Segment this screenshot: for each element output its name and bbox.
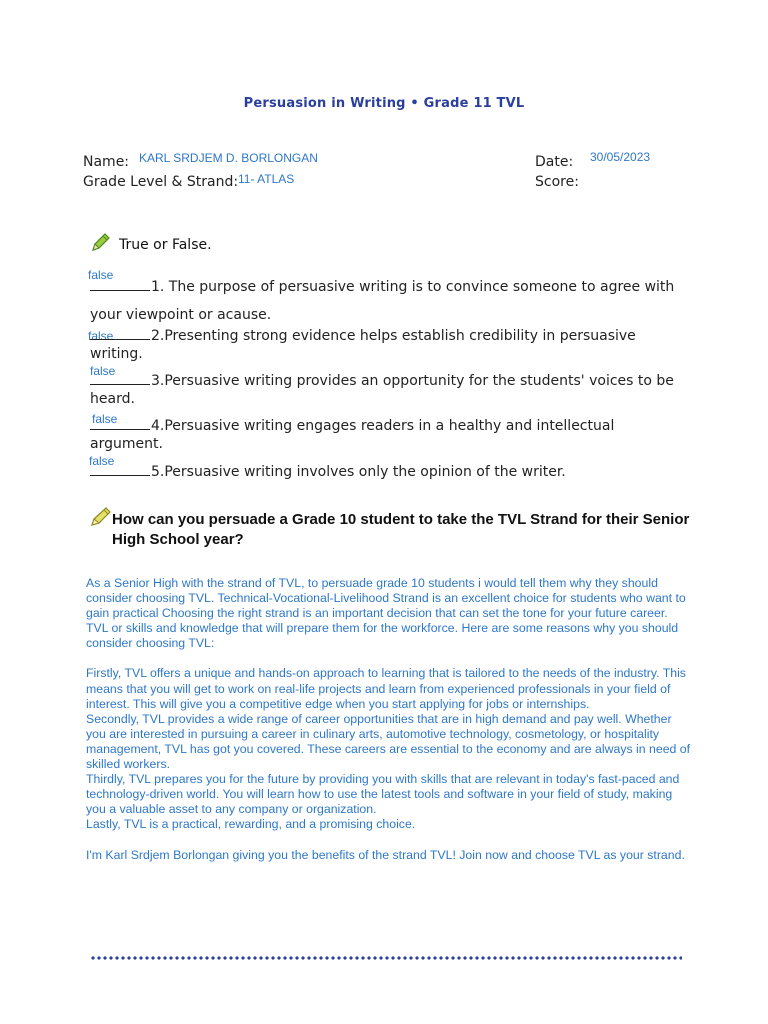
answer-5: false [89, 454, 115, 468]
page-title: Persuasion in Writing • Grade 11 TVL [243, 96, 525, 111]
question-2 [90, 326, 690, 363]
answer-blank [90, 416, 150, 430]
question-1-text: 1. The purpose of persuasive writing is to convince someone to agree with your viewpoint or acause. [90, 279, 675, 323]
answer-blank [90, 277, 150, 291]
essay-answer [86, 576, 692, 863]
essay-paragraph-third: Thirdly, TVL prepares you for the future by providing you with skills that are relevant in today's fast-paced and technology-driven world. You will learn how to use the latest tools and software in your field of study, making you a valuable asset to any company or organization. [86, 772, 680, 817]
essay-paragraph-last: Lastly, TVL is a practical, rewarding, and a promising choice. [86, 817, 416, 832]
answer-blank [90, 371, 150, 385]
answer-2: false [88, 329, 114, 343]
answer-blank [90, 462, 150, 476]
grade-value: 11- ATLAS [238, 172, 295, 186]
essay-paragraph-intro: As a Senior High with the strand of TVL, to persuade grade 10 students i would tell them why they should consider choosing TVL. Technical-Vocational-Livelihood Strand is an excellent choice for students who want to gain practical Choosing the right strand is an important decision that can set the tone for your future career. TVL or skills and knowledge that will prepare them for the workforce. Here are some reasons why you should consider choosing TVL: [86, 576, 686, 651]
score-label: Score: [535, 174, 579, 190]
essay-paragraph-second: Secondly, TVL provides a wide range of career opportunities that are in high demand and pay well. Whether you are interested in pursuing a career in culinary arts, automotive technology, cosmetology, or hospitality management, TVL has got you covered. These careers are essential to the economy and are always in need of skilled workers. [86, 711, 691, 772]
answer-1: false [88, 268, 114, 282]
true-false-heading: True or False. [119, 237, 212, 253]
essay-question: How can you persuade a Grade 10 student to take the TVL Strand for their Senior High School year? [112, 511, 690, 548]
date-label: Date: [535, 154, 574, 170]
dotted-divider [90, 955, 682, 961]
question-5-text: 5.Persuasive writing involves only the opinion of the writer. [151, 464, 566, 480]
question-3-text: 3.Persuasive writing provides an opportunity for the students' voices to be heard. [90, 373, 674, 407]
pencil-icon [89, 505, 113, 529]
essay-paragraph-closing: I'm Karl Srdjem Borlongan giving you the benefits of the strand TVL! Join now and choose TVL as your strand. [86, 847, 685, 862]
question-4-text: 4.Persuasive writing engages readers in a healthy and intellectual argument. [90, 418, 615, 452]
name-value: KARL SRDJEM D. BORLONGAN [139, 151, 318, 165]
date-value: 30/05/2023 [590, 150, 651, 164]
pencil-icon [90, 231, 112, 253]
name-label: Name: [83, 154, 130, 170]
question-4 [90, 416, 690, 453]
question-5 [90, 462, 690, 481]
essay-paragraph-first: Firstly, TVL offers a unique and hands-on approach to learning that is tailored to the needs of the industry. This means that you will get to work on real-life projects and learn from experienced professionals in your field of interest. This will give you a competitive edge when you start applying for jobs or internships. [86, 666, 686, 711]
answer-4: false [92, 412, 118, 426]
grade-label: Grade Level & Strand: [83, 174, 239, 190]
question-1 [90, 273, 690, 329]
answer-3: false [90, 364, 116, 378]
answer-blank [90, 326, 150, 340]
question-3 [90, 371, 690, 408]
question-2-text: 2.Presenting strong evidence helps establish credibility in persuasive writing. [90, 328, 636, 362]
